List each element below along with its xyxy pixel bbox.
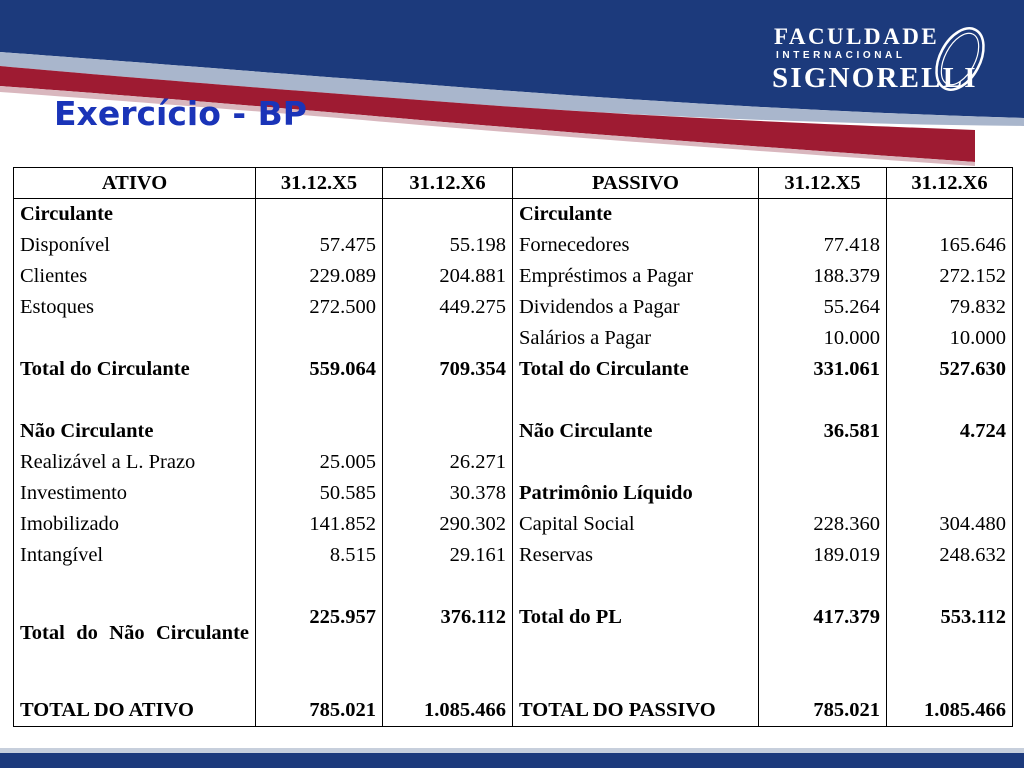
logo-line-1: FACULDADE [774,24,940,49]
passivo-x5 [759,633,887,664]
ativo-x5 [256,323,383,354]
ativo-x5: 225.957 [256,602,383,633]
passivo-label [513,571,759,602]
balance-sheet-table [13,167,1013,727]
passivo-x5 [759,478,887,509]
table-row [14,385,1013,416]
ativo-label: Total do Não Circulante [14,602,256,664]
passivo-x6 [887,633,1013,664]
ativo-label: Realizável a L. Prazo [14,447,256,478]
ativo-label: Disponível [14,230,256,261]
passivo-x5 [759,664,887,695]
ativo-x5: 229.089 [256,261,383,292]
ativo-x5: 272.500 [256,292,383,323]
passivo-x6 [887,385,1013,416]
passivo-x6: 553.112 [887,602,1013,633]
logo-ring-icon [920,22,1000,97]
table-row [14,416,1013,447]
ativo-x5: 57.475 [256,230,383,261]
passivo-x6: 165.646 [887,230,1013,261]
passivo-x6: 248.632 [887,540,1013,571]
table-row [14,664,1013,695]
table-row [14,230,1013,261]
ativo-x6: 30.378 [383,478,513,509]
passivo-label: Empréstimos a Pagar [513,261,759,292]
ativo-x6 [383,633,513,664]
header-passivo-x5: 31.12.X5 [759,168,887,199]
header-ativo-x5: 31.12.X5 [256,168,383,199]
passivo-x5: 10.000 [759,323,887,354]
passivo-x5: 189.019 [759,540,887,571]
header-passivo: PASSIVO [513,168,759,199]
ativo-label: Investimento [14,478,256,509]
passivo-x6 [887,447,1013,478]
ativo-x6 [383,199,513,231]
passivo-label: Total do PL [513,602,759,633]
ativo-x5: 8.515 [256,540,383,571]
passivo-x6: 79.832 [887,292,1013,323]
ativo-label [14,664,256,695]
page-title: Exercício - BP [54,94,307,133]
passivo-x5: 228.360 [759,509,887,540]
logo-line-2: INTERNACIONAL [776,50,906,61]
ativo-x5 [256,633,383,664]
ativo-label: Intangível [14,540,256,571]
passivo-x6: 1.085.466 [887,695,1013,727]
footer-band [0,748,1024,768]
logo-line-3: SIGNORELLI [772,62,978,94]
ativo-x5 [256,416,383,447]
table-row [14,602,1013,633]
passivo-x5: 785.021 [759,695,887,727]
passivo-x5 [759,385,887,416]
passivo-x5: 188.379 [759,261,887,292]
passivo-x5 [759,199,887,231]
passivo-label [513,385,759,416]
table-row [14,447,1013,478]
ativo-x6 [383,664,513,695]
ativo-label: Imobilizado [14,509,256,540]
passivo-x5: 417.379 [759,602,887,633]
passivo-x5 [759,447,887,478]
faculdade-signorelli-logo [770,22,1000,102]
passivo-label: Reservas [513,540,759,571]
passivo-label [513,633,759,664]
passivo-x5: 331.061 [759,354,887,385]
passivo-label: Circulante [513,199,759,231]
table-row [14,695,1013,727]
passivo-x6 [887,571,1013,602]
passivo-label: Salários a Pagar [513,323,759,354]
header-ativo: ATIVO [14,168,256,199]
ativo-x6: 709.354 [383,354,513,385]
ativo-x5: 559.064 [256,354,383,385]
passivo-x6: 527.630 [887,354,1013,385]
passivo-label: Não Circulante [513,416,759,447]
passivo-x5: 77.418 [759,230,887,261]
ativo-label: Circulante [14,199,256,231]
table-row [14,261,1013,292]
ativo-x6: 29.161 [383,540,513,571]
passivo-x6: 272.152 [887,261,1013,292]
ativo-x6: 1.085.466 [383,695,513,727]
ativo-x6: 26.271 [383,447,513,478]
passivo-x5 [759,571,887,602]
ativo-x6 [383,323,513,354]
passivo-x6 [887,478,1013,509]
table-row [14,540,1013,571]
passivo-label [513,447,759,478]
ativo-x5 [256,385,383,416]
ativo-label [14,385,256,416]
passivo-label: Fornecedores [513,230,759,261]
passivo-x5: 55.264 [759,292,887,323]
table-row [14,199,1013,231]
passivo-label: Total do Circulante [513,354,759,385]
passivo-x6: 4.724 [887,416,1013,447]
passivo-x6: 304.480 [887,509,1013,540]
ativo-label: Não Circulante [14,416,256,447]
ativo-x6: 290.302 [383,509,513,540]
ativo-x6: 204.881 [383,261,513,292]
ativo-x5 [256,199,383,231]
ativo-x5: 785.021 [256,695,383,727]
ativo-x6 [383,416,513,447]
ativo-x5 [256,571,383,602]
passivo-x6: 10.000 [887,323,1013,354]
passivo-label: Patrimônio Líquido [513,478,759,509]
passivo-label: Capital Social [513,509,759,540]
table-header-row [14,168,1013,199]
ativo-x5 [256,664,383,695]
table-row [14,571,1013,602]
header-passivo-x6: 31.12.X6 [887,168,1013,199]
table-row [14,478,1013,509]
ativo-x6 [383,571,513,602]
ativo-label: Clientes [14,261,256,292]
ativo-label: TOTAL DO ATIVO [14,695,256,727]
table-row [14,509,1013,540]
passivo-x5: 36.581 [759,416,887,447]
passivo-x6 [887,199,1013,231]
passivo-x6 [887,664,1013,695]
passivo-label: Dividendos a Pagar [513,292,759,323]
table-row [14,354,1013,385]
ativo-label: Estoques [14,292,256,323]
ativo-x5: 50.585 [256,478,383,509]
header-ativo-x6: 31.12.X6 [383,168,513,199]
table-row [14,292,1013,323]
ativo-label: Total do Circulante [14,354,256,385]
table-row [14,323,1013,354]
ativo-x6: 55.198 [383,230,513,261]
ativo-x5: 141.852 [256,509,383,540]
passivo-label [513,664,759,695]
ativo-x5: 25.005 [256,447,383,478]
ativo-label [14,323,256,354]
ativo-x6: 376.112 [383,602,513,633]
passivo-label: TOTAL DO PASSIVO [513,695,759,727]
ativo-label [14,571,256,602]
ativo-x6: 449.275 [383,292,513,323]
ativo-x6 [383,385,513,416]
